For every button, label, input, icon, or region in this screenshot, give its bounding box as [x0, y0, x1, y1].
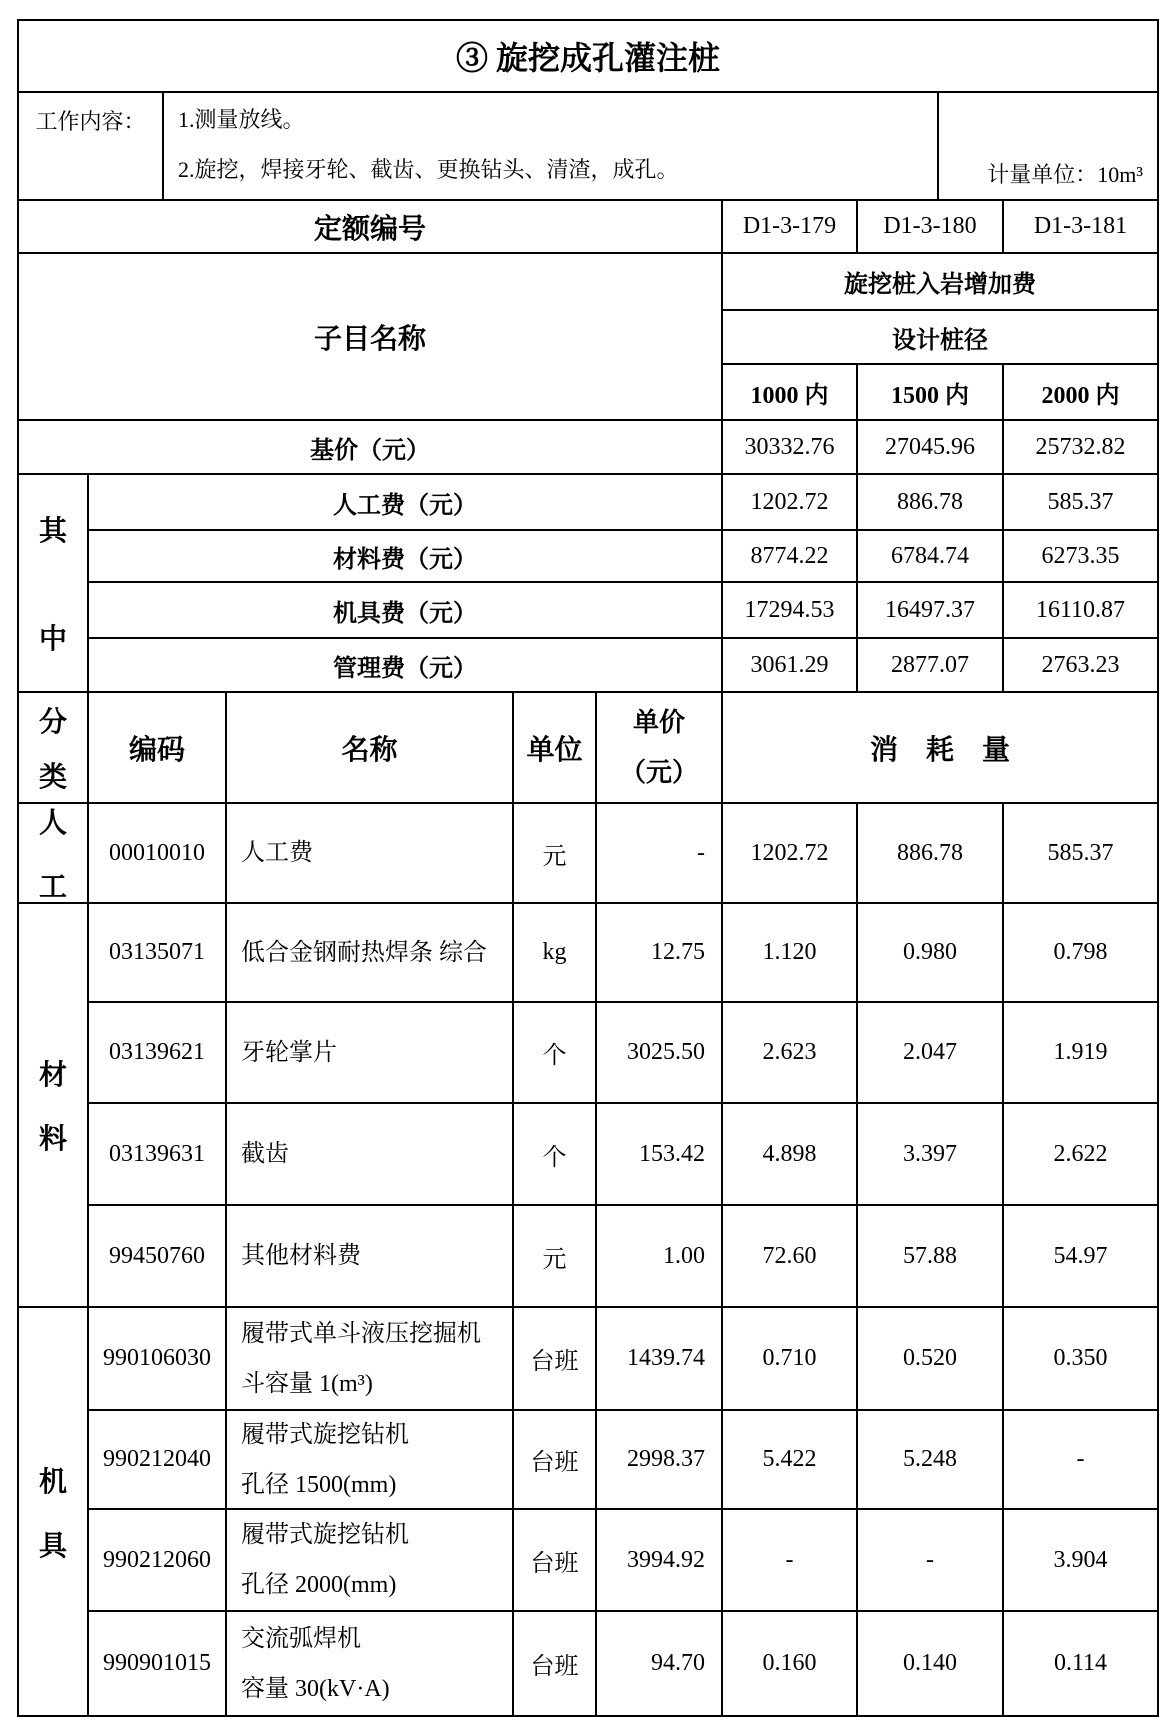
row-name — [227, 1612, 514, 1717]
measurement-unit: 计量单位：10m³ — [987, 162, 1143, 187]
material-fee-label: 材料费（元） — [89, 531, 723, 583]
category-header — [19, 693, 89, 804]
row-name-line-1: 人工费 — [241, 840, 313, 866]
management-fee-label: 管理费（元） — [89, 639, 723, 693]
row-unit: 元 — [514, 804, 597, 904]
row-unit: 台班 — [514, 1308, 597, 1411]
row-consumption: - — [858, 1510, 1004, 1612]
machine-fee-label: 机具费（元） — [89, 583, 723, 639]
row-unit: 台班 — [514, 1612, 597, 1717]
labor-fee-value: 886.78 — [858, 475, 1004, 531]
quota-code: D1-3-181 — [1004, 201, 1159, 254]
price-header-line-2: （元） — [619, 757, 698, 787]
pile-diameter: 1500 内 — [858, 365, 1004, 421]
row-name — [227, 804, 514, 904]
row-consumption: 0.350 — [1004, 1308, 1159, 1411]
category-char-2: 类 — [38, 761, 67, 793]
category-material — [19, 904, 89, 1308]
row-unit: kg — [514, 904, 597, 1003]
page-title: ③ 旋挖成孔灌注桩 — [19, 21, 1159, 93]
row-code: 990212060 — [89, 1510, 227, 1612]
row-name — [227, 1411, 514, 1510]
machine-fee-value: 17294.53 — [723, 583, 858, 639]
row-consumption: 1.919 — [1004, 1003, 1159, 1104]
row-consumption: 886.78 — [858, 804, 1004, 904]
row-name-line-1: 其他材料费 — [241, 1243, 361, 1269]
row-consumption: 2.622 — [1004, 1104, 1159, 1206]
labor-fee-value: 585.37 — [1004, 475, 1159, 531]
row-name-line-1: 履带式旋挖钻机 — [241, 1421, 409, 1448]
row-name-line-1: 牙轮掌片 — [241, 1039, 337, 1066]
row-name-line-1: 履带式单斗液压挖掘机 — [241, 1320, 481, 1347]
work-content-row — [19, 93, 1159, 201]
among-char-2: 中 — [38, 624, 67, 655]
row-name-line-2: 孔径 2000(mm) — [241, 1572, 397, 1598]
category-labor-char-2: 工 — [38, 872, 67, 903]
category-material-char-1: 材 — [38, 1060, 67, 1091]
row-consumption: 0.114 — [1004, 1612, 1159, 1717]
price-header — [597, 693, 723, 804]
row-name — [227, 1308, 514, 1411]
work-content-line-1: 1.测量放线。 — [178, 107, 305, 132]
row-name-line-1: 履带式旋挖钻机 — [241, 1522, 409, 1548]
base-price-value: 27045.96 — [858, 421, 1004, 475]
row-price: 12.75 — [597, 904, 723, 1003]
row-name-line-1: 交流弧焊机 — [241, 1625, 361, 1652]
material-fee-value: 6273.35 — [1004, 531, 1159, 583]
row-consumption: 1202.72 — [723, 804, 858, 904]
pile-diameter: 2000 内 — [1004, 365, 1159, 421]
name-header: 名称 — [227, 693, 514, 804]
row-consumption: 4.898 — [723, 1104, 858, 1206]
category-material-char-2: 料 — [38, 1124, 67, 1155]
row-consumption: 0.140 — [858, 1612, 1004, 1717]
row-consumption: 0.798 — [1004, 904, 1159, 1003]
work-content-line-2: 2.旋挖，焊接牙轮、截齿、更换钻头、清渣，成孔。 — [178, 157, 679, 182]
category-machine-char-1: 机 — [38, 1466, 67, 1498]
base-price-value: 30332.76 — [723, 421, 858, 475]
unit-header: 单位 — [514, 693, 597, 804]
row-name-line-2: 孔径 1500(mm) — [241, 1471, 397, 1498]
row-consumption: - — [723, 1510, 858, 1612]
row-price: 2998.37 — [597, 1411, 723, 1510]
subitem-subgroup: 设计桩径 — [723, 311, 1159, 365]
row-consumption: 0.980 — [858, 904, 1004, 1003]
row-price: 1439.74 — [597, 1308, 723, 1411]
row-consumption: 54.97 — [1004, 1206, 1159, 1308]
row-consumption: 3.397 — [858, 1104, 1004, 1206]
row-price: 94.70 — [597, 1612, 723, 1717]
row-name — [227, 1104, 514, 1206]
row-name — [227, 904, 514, 1003]
quota-table — [17, 19, 1159, 1717]
row-consumption: 5.422 — [723, 1411, 858, 1510]
row-name-line-1: 低合金钢耐热焊条 综合 — [241, 939, 487, 966]
price-header-line-1: 单价 — [632, 707, 685, 737]
row-consumption: - — [1004, 1411, 1159, 1510]
subitem-group: 旋挖桩入岩增加费 — [723, 254, 1159, 311]
row-code: 990901015 — [89, 1612, 227, 1717]
row-unit: 台班 — [514, 1510, 597, 1612]
work-content-label: 工作内容： — [19, 93, 164, 199]
row-unit: 元 — [514, 1206, 597, 1308]
material-fee-value: 6784.74 — [858, 531, 1004, 583]
row-consumption: 2.047 — [858, 1003, 1004, 1104]
row-unit: 台班 — [514, 1411, 597, 1510]
row-code: 03139621 — [89, 1003, 227, 1104]
category-labor — [19, 804, 89, 904]
code-header: 编码 — [89, 693, 227, 804]
machine-fee-value: 16497.37 — [858, 583, 1004, 639]
labor-fee-label: 人工费（元） — [89, 475, 723, 531]
row-consumption: 1.120 — [723, 904, 858, 1003]
row-name — [227, 1206, 514, 1308]
row-unit: 个 — [514, 1003, 597, 1104]
among-label — [19, 475, 89, 693]
row-name-line-2: 斗容量 1(m³) — [241, 1370, 373, 1397]
pile-diameter: 1000 内 — [723, 365, 858, 421]
row-name — [227, 1510, 514, 1612]
row-code: 00010010 — [89, 804, 227, 904]
row-consumption: 585.37 — [1004, 804, 1159, 904]
machine-fee-value: 16110.87 — [1004, 583, 1159, 639]
row-code: 03135071 — [89, 904, 227, 1003]
row-price: - — [597, 804, 723, 904]
row-consumption: 2.623 — [723, 1003, 858, 1104]
category-machine-char-2: 具 — [38, 1530, 67, 1562]
row-price: 3025.50 — [597, 1003, 723, 1104]
category-labor-char-1: 人 — [38, 808, 67, 839]
row-name — [227, 1003, 514, 1104]
row-consumption: 72.60 — [723, 1206, 858, 1308]
row-consumption: 57.88 — [858, 1206, 1004, 1308]
consumption-header: 消 耗 量 — [723, 693, 1159, 804]
row-price: 3994.92 — [597, 1510, 723, 1612]
category-char-1: 分 — [38, 707, 67, 739]
quota-code: D1-3-180 — [858, 201, 1004, 254]
row-name-line-1: 截齿 — [241, 1141, 289, 1167]
quota-code: D1-3-179 — [723, 201, 858, 254]
among-char-1: 其 — [38, 516, 67, 547]
base-price-label: 基价（元） — [19, 421, 723, 475]
base-price-value: 25732.82 — [1004, 421, 1159, 475]
row-code: 990212040 — [89, 1411, 227, 1510]
material-fee-value: 8774.22 — [723, 531, 858, 583]
category-machine — [19, 1308, 89, 1717]
work-content-body — [164, 93, 939, 199]
row-consumption: 0.160 — [723, 1612, 858, 1717]
row-name-line-2: 容量 30(kV·A) — [241, 1675, 390, 1702]
row-code: 990106030 — [89, 1308, 227, 1411]
row-price: 1.00 — [597, 1206, 723, 1308]
row-consumption: 3.904 — [1004, 1510, 1159, 1612]
management-fee-value: 2763.23 — [1004, 639, 1159, 693]
row-price: 153.42 — [597, 1104, 723, 1206]
row-consumption: 0.520 — [858, 1308, 1004, 1411]
labor-fee-value: 1202.72 — [723, 475, 858, 531]
quota-number-label: 定额编号 — [19, 201, 723, 254]
row-consumption: 5.248 — [858, 1411, 1004, 1510]
management-fee-value: 2877.07 — [858, 639, 1004, 693]
subitem-label: 子目名称 — [19, 254, 723, 421]
row-consumption: 0.710 — [723, 1308, 858, 1411]
management-fee-value: 3061.29 — [723, 639, 858, 693]
row-unit: 个 — [514, 1104, 597, 1206]
row-code: 99450760 — [89, 1206, 227, 1308]
row-code: 03139631 — [89, 1104, 227, 1206]
